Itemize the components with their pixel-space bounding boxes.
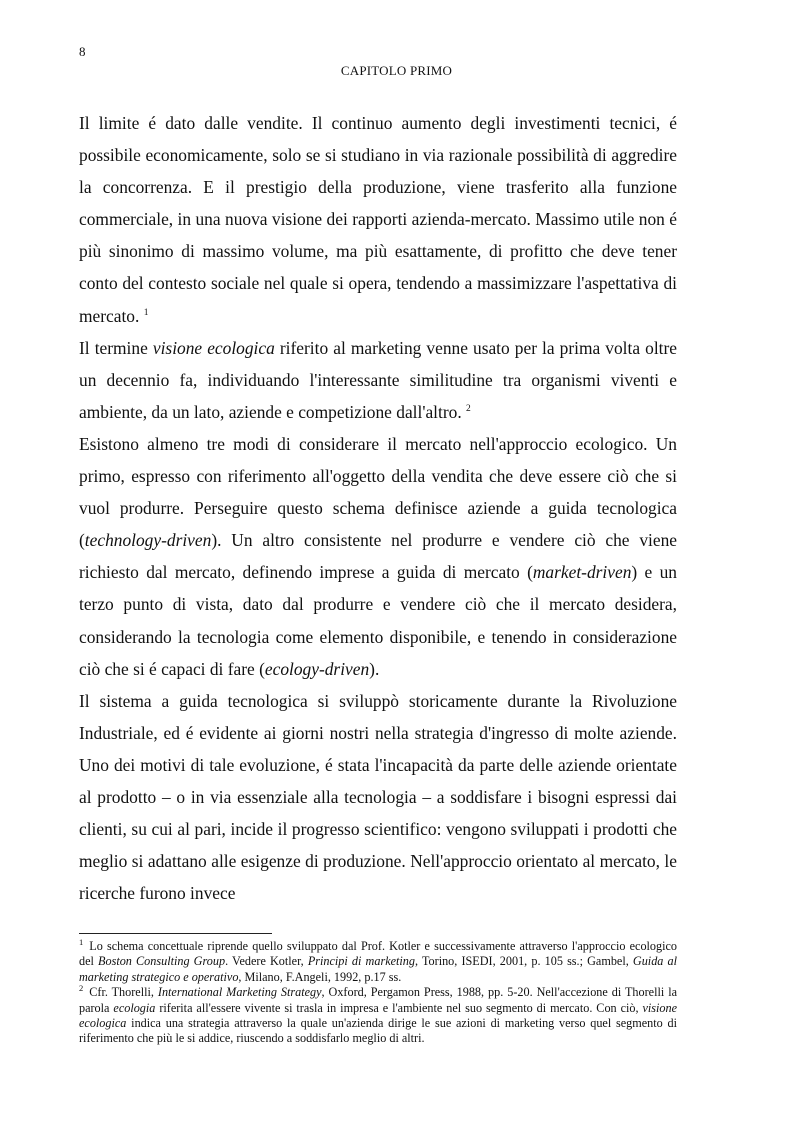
footnote-2-text-d: indica una strategia attraverso la quale un'azienda dirige le sue azioni di marketing verso quel segmento di riferimento che più le si addice, riuscendo a soddisfarlo meglio di altri. [79,1016,677,1046]
emphasis-ecology-driven: ecology-driven [264,658,370,679]
paragraph-3-text-c: ) e un terzo punto di vista, dato dal produrre e vendere ciò che il mercato desidera, considerando la tecnologia come elemento disponibile, e tenendo in considerazione ciò che si é capaci di fare ( [79,562,677,679]
body-text [79,107,677,909]
footnote-1 [79,939,677,985]
paragraph-3 [79,428,677,685]
footnotes [79,939,677,1047]
footnote-2 [79,985,677,1047]
footnote-2-text-a: Cfr. Thorelli, [89,985,158,1000]
footnote-1-text-b: . Vedere Kotler, [225,954,308,969]
footnote-1-text-c: , Torino, ISEDI, 2001, p. 105 ss.; Gambel, [414,954,633,969]
paragraph-2-text-a: Il termine [79,337,153,358]
paragraph-3-text-b: ). Un altro consistente nel produrre e vendere ciò che viene richiesto dal mercato, definendo imprese a guida di mercato ( [79,530,677,583]
footnote-2-em-2: ecologia [113,1000,156,1015]
footnote-ref-1[interactable]: 1 [143,307,149,318]
footnote-1-mark: 1 [79,937,84,947]
paragraph-4: Il sistema a guida tecnologica si sviluppò storicamente durante la Rivoluzione Industriale, ed é evidente ai giorni nostri nella strategia d'ingresso di molte aziende. Uno dei motivi di tale evoluzione, é stata l'incapacità da parte delle aziende orientate al prodotto – o in via essenziale alla tecnologia – a soddisfare i bisogni espressi dai clienti, su cui al pari, incide il progresso scientifico: vengono sviluppati i prodotti che meglio si adattano alle esigenze di produzione. Nell'approccio orientato al mercato, le ricerche furono invece [79,690,677,904]
paragraph-3-text-d: ). [369,658,380,679]
paragraph-3-text-a: Esistono almeno tre modi di considerare il mercato nell'approccio ecologico. Un primo, espresso con riferimento all'oggetto della vendita che deve essere ciò che si vuol produrre. Perseguire questo schema definisce aziende a guida tecnologica ( [79,433,677,551]
paragraph-1-text: Il limite é dato dalle vendite. Il continuo aumento degli investimenti tecnici, é possibile economicamente, solo se si studiano in via razionale possibilità di aggredire la concorrenza. E il prestigio della produzione, viene trasferito alla funzione commerciale, in una nuova visione dei rapporti azienda-mercato. Massimo utile non é più sinonimo di massimo volume, ma più esattamente, di profitto che deve tener conto del contesto sociale nel quale si opera, tendendo a massimizzare l'aspettativa di mercato. [79,113,677,326]
footnote-ref-2[interactable]: 2 [466,403,471,414]
emphasis-technology-driven: technology-driven [84,530,212,551]
footnote-separator [79,933,272,934]
emphasis-market-driven: market-driven [532,562,632,583]
paragraph-2 [79,332,677,428]
footnote-1-em-3: Guida al marketing strategico e operativo [79,954,677,984]
footnote-2-mark: 2 [79,983,84,994]
footnote-2-em-1: International Marketing Strategy [157,985,322,1000]
paragraph-2-text-b: riferito al marketing venne usato per la prima volta oltre un decennio fa, individuando l'interessante similitudine tra organismi viventi e ambiente, da un lato, aziende e competizione dall'altro. [79,337,677,422]
footnote-1-text-d: , Milano, F.Angeli, 1992, p.17 ss. [238,969,402,984]
footnote-2-em-3: visione ecologica [79,1000,677,1031]
footnote-1-em-1: Boston Consulting Group [98,954,226,969]
footnote-2-text-b: , Oxford, Pergamon Press, 1988, pp. 5-20. Nell'accezione di Thorelli la parola [79,985,677,1015]
footnote-1-em-2: Principi di marketing [307,954,415,969]
page-number: 8 [79,44,86,59]
footnote-2-text-c: riferita all'essere vivente si trasla in impresa e l'ambiente nel suo segmento di mercato. Con ciò, [155,1000,643,1015]
running-head: CAPITOLO PRIMO [340,63,453,78]
emphasis-visione-ecologica: visione ecologica [152,337,275,358]
footnote-1-text-a: Lo schema concettuale riprende quello sviluppato dal Prof. Kotler e successivamente attraverso l'approccio ecologico del [79,939,677,969]
paragraph-1 [79,107,677,332]
